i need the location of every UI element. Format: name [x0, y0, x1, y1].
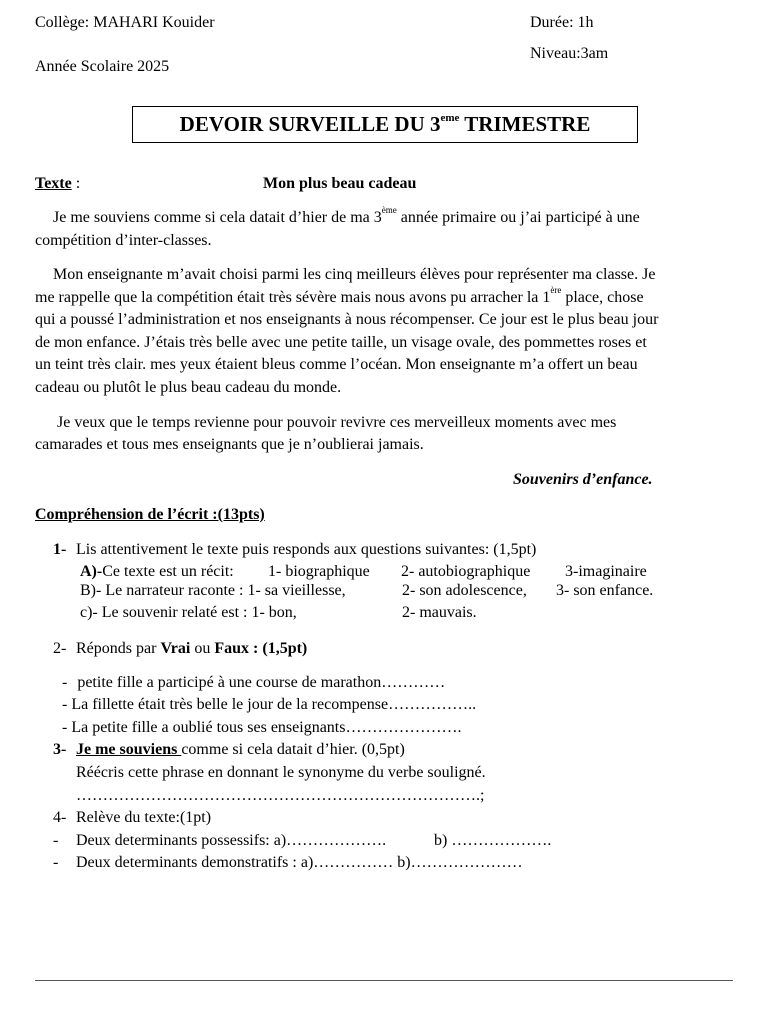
paragraph-2-line-4: de mon enfance. J’étais très belle avec une petite taille, un visage ovale, des pommettes roses et — [35, 334, 647, 351]
level: Niveau:3am — [530, 45, 609, 62]
q2-vrai: Vrai — [160, 640, 191, 657]
q4-item-2-label-text: Deux determinants demonstratifs : a)…………… — [76, 854, 394, 871]
college-name: Collège: MAHARI Kouider — [35, 14, 215, 31]
paragraph-2-line-3: qui a poussé l’administration et nos enseignants à nous récompenser. Ce jour est le plus beau jour — [35, 311, 659, 328]
q4-item-2-dash: - — [53, 854, 59, 871]
q3-text: comme si cela datait d’hier. (0,5pt) — [181, 741, 405, 758]
footer-divider — [35, 980, 733, 981]
text-source: Souvenirs d’enfance. — [513, 471, 653, 488]
q2-ou: ou — [190, 640, 215, 657]
q4-item-2-label — [76, 852, 523, 874]
q1a-option-1: 1- biographique — [268, 563, 370, 580]
text-label-line — [35, 173, 80, 195]
q4-item-1-dash: - — [53, 832, 59, 849]
comprehension-heading: Compréhension de l’écrit :(13pts) — [35, 506, 265, 523]
paragraph-2-line-5: un teint très clair. mes yeux étaient bleus comme l’océan. Mon enseignante m’a offert un beau — [35, 356, 638, 373]
q3-instruction: Réécris cette phrase en donnant le synonyme du verbe souligné. — [76, 764, 486, 781]
q3-answer-line: ………………………………………………………………….; — [76, 787, 485, 804]
paragraph-1-line-2: compétition d’inter-classes. — [35, 232, 212, 249]
p2-sup: ère — [550, 285, 562, 295]
paragraph-2-line-1: Mon enseignante m’avait choisi parmi les cinq meilleurs élèves pour représenter ma classe. Je — [53, 266, 656, 283]
text-label: Texte — [35, 175, 72, 192]
q2-item-2-text: La fillette était très belle le jour de la recompense…………….. — [71, 696, 477, 713]
school-year: Année Scolaire 2025 — [35, 58, 170, 75]
p2-text-b: me rappelle que la compétition était très sévère mais nous avons pu arracher la 1 — [35, 289, 551, 306]
q2-number: 2- — [53, 640, 67, 657]
p2-text-c: place, chose — [561, 289, 644, 306]
q1a-label: A)- — [80, 563, 103, 580]
q1b-text: B)- Le narrateur raconte : 1- sa vieillesse, — [80, 582, 346, 599]
q4-item-2-b: b)………………… — [397, 854, 523, 871]
q2-item-1: - petite fille a participé à une course de marathon………… — [62, 674, 446, 691]
q1c-text: c)- Le souvenir relaté est : 1- bon, — [80, 604, 297, 621]
q1b-option-2: 2- son adolescence, — [402, 582, 527, 599]
q3-underlined-verb: Je me souviens — [76, 741, 182, 758]
paragraph-2-line-2 — [35, 287, 644, 309]
q1a-option-3: 3-imaginaire — [565, 563, 647, 580]
p1-text-a: Je me souviens comme si cela datait d’hier de ma 3 — [53, 209, 382, 226]
paragraph-3-line-2: camarades et tous mes enseignants que je n’oublierai jamais. — [35, 436, 424, 453]
q2-text-a: Réponds par — [76, 640, 161, 657]
exam-title-sup: eme — [440, 112, 460, 124]
text-title: Mon plus beau cadeau — [263, 175, 417, 192]
q4-text: Relève du texte:(1pt) — [76, 809, 212, 826]
q3-number: 3- — [53, 741, 67, 758]
q1c-option-2: 2- mauvais. — [402, 604, 477, 621]
duration: Durée: 1h — [530, 14, 594, 31]
paragraph-1-line-1 — [53, 207, 640, 229]
paragraph-3-line-1: Je veux que le temps revienne pour pouvoir revivre ces merveilleux moments avec mes — [57, 414, 617, 431]
q1-number: 1- — [53, 541, 67, 558]
q2-item-3-text: La petite fille a oublié tous ses enseignants…………………. — [71, 719, 462, 736]
exam-title — [132, 106, 638, 143]
q2-text — [76, 638, 307, 660]
exam-title-pre: DEVOIR SURVEILLE DU 3 — [179, 112, 441, 136]
p1-sup: ème — [381, 205, 397, 215]
q3-line — [76, 739, 405, 761]
q2-item-1-text: petite fille a participé à une course de marathon………… — [77, 674, 446, 691]
q2-item-3: - La petite fille a oublié tous ses enseignants…………………. — [62, 719, 462, 736]
exam-title-post: TRIMESTRE — [459, 112, 591, 136]
q1a-option-2: 2- autobiographique — [401, 563, 531, 580]
q1-text: Lis attentivement le texte puis responds aux questions suivantes: (1,5pt) — [76, 541, 537, 558]
p1-text-b: année primaire ou j’ai participé à une — [396, 209, 640, 226]
text-label-colon: : — [71, 175, 81, 192]
q1b-option-3: 3- son enfance. — [556, 582, 654, 599]
q4-item-1-b: b) ………………. — [434, 832, 552, 849]
q4-item-1-label: Deux determinants possessifs: a)………………. — [76, 832, 387, 849]
q1a-text: Ce texte est un récit: — [102, 563, 234, 580]
q4-number: 4- — [53, 809, 67, 826]
q2-faux: Faux : (1,5pt) — [214, 640, 308, 657]
q2-item-2: - La fillette était très belle le jour de la recompense…………….. — [62, 696, 477, 713]
paragraph-2-line-6: cadeau ou plutôt le plus beau cadeau du monde. — [35, 379, 342, 396]
